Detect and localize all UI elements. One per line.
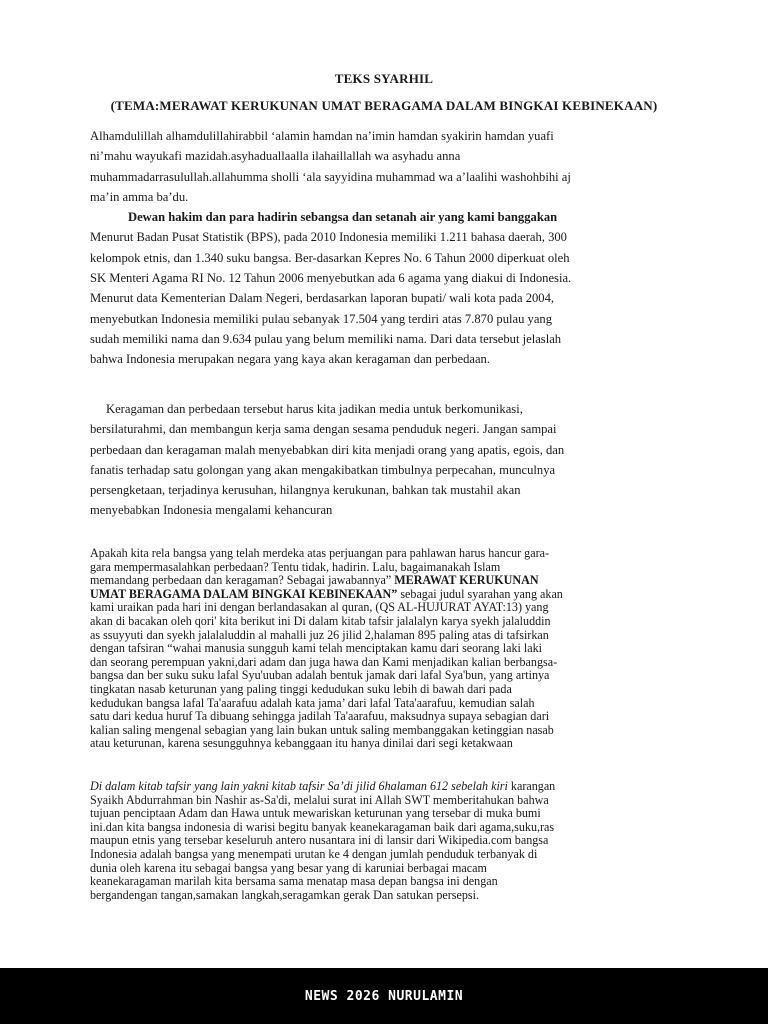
paragraph4-line: keanekaragaman marilah kita bersama sama menatap masa depan bangsa ini dengan	[90, 874, 498, 889]
paragraph1-line: sudah memiliki nama dan 9.634 pulau yang belum memiliki nama. Dari data tersebut jelaslah	[90, 331, 562, 346]
paragraph3-line: kami uraikan pada hari ini dengan berlandasakan al quran, (QS AL-HUJURAT AYAT:13) yang	[90, 600, 549, 615]
footer-label: NEWS 2026 NURULAMIN	[304, 988, 464, 1004]
paragraph2	[90, 399, 670, 521]
paragraph3	[90, 547, 680, 751]
opening-line: Alhamdulillah alhamdulillahirabbil ‘alamin hamdan na’imin hamdan syakirin hamdan yuafi	[90, 129, 554, 143]
paragraph3-text: sebagai judul syarahan yang akan	[397, 586, 563, 601]
document-title: TEKS SYARHIL	[334, 71, 434, 86]
paragraph3-line: kedudukan bangsa lafal Ta'aarafuu adalah kata jama’ dari lafal Tata'aarafuu, kemudian salah	[90, 695, 535, 710]
paragraph4-line: ini.dan kita bangsa indonesia di warisi begitu banyak keanekaragaman baik dari agama,suku,ras	[90, 819, 555, 834]
paragraph4-line: Indonesia adalah bangsa yang menempati urutan ke 4 dengan jumlah penduduk terbanyak di	[90, 846, 538, 861]
opening-section	[90, 126, 670, 370]
opening-line: muhammadarrasulullah.allahumma sholli ‘ala sayyidina muhammad wa a’laalihi washohbihi aj	[90, 169, 571, 184]
opening-line: ma’in amma ba’du.	[90, 189, 189, 204]
paragraph3-line: dan seorang perempuan yakni,dari adam dan juga hawa dan Kami menjadikan kalian berbangsa-	[90, 654, 558, 669]
paragraph3-line: gara mempermasalahkan perbedaan? Tentu tidak, hadirin. Lalu, bagaimanakah Islam	[90, 559, 501, 574]
salutation: Dewan hakim dan para hadirin sebangsa dan setanah air yang kami banggakan	[128, 210, 558, 225]
paragraph3-line: satu dari kedua huruf Ta dibuang sehingga jadilah Ta'aarafuu, maksudnya supaya sebagian dari	[90, 709, 550, 724]
paragraph1-line: Menurut data Kementerian Dalam Negeri, berdasarkan laporan bupati/ wali kota pada 2004,	[90, 291, 555, 306]
citation-italic: Di dalam kitab tafsir yang lain yakni kitab tafsir Sa’di jilid 6halaman 612 sebelah kiri	[90, 779, 508, 793]
paragraph3-line: kalian saling mengenal sebagian yang lain bukan untuk saling membanggakan ketinggian nasab	[90, 722, 554, 737]
paragraph4-line: tujuan penciptaan Adam dan Hawa untuk mewariskan keturunan yang tersebar di muka bumi	[90, 806, 541, 821]
paragraph3-line	[90, 574, 680, 588]
document-subtitle: (TEMA:MERAWAT KERUKUNAN UMAT BERAGAMA DALAM BINGKAI KEBINEKAAN)	[110, 98, 658, 113]
paragraph2-line: Keragaman dan perbedaan tersebut harus kita jadikan media untuk berkomunikasi,	[106, 402, 523, 416]
paragraph1-line: SK Menteri Agama RI No. 12 Tahun 2006 menyebutkan ada 6 agama yang diakui di Indonesia.	[90, 271, 572, 286]
footer-banner	[0, 968, 768, 1024]
paragraph4-text: karangan	[507, 779, 556, 793]
opening-line: ni’mahu wayukafi mazidah.asyhaduallaalla ilahaillallah wa asyhadu anna	[90, 149, 461, 164]
paragraph1-line: bahwa Indonesia merupakan negara yang kaya akan keragaman dan perbedaan.	[90, 352, 491, 367]
paragraph1-line: kelompok etnis, dan 1.340 suku bangsa. Ber-dasarkan Kepres No. 6 Tahun 2000 diperkuat oleh	[90, 250, 570, 265]
paragraph2-line: persengketaan, terjadinya kerusuhan, hilangnya kerukunan, bahkan tak mustahil akan	[90, 483, 521, 498]
paragraph3-line: as ssuyyuti dan syekh jalalaluddin al mahalli juz 26 jilid 2,halaman 895 paling atas di tafsirkan	[90, 627, 549, 642]
paragraph3-line: Apakah kita rela bangsa yang telah merdeka atas perjuangan para pahlawan harus hancur gara-	[90, 546, 550, 560]
paragraph3-line: tingkatan nasab keturunan yang paling tinggi kedudukan suku lebih di bawah dari pada	[90, 681, 512, 696]
paragraph4-line: dunia oleh karena itu sebagai bangsa yang besar yang di karuniai berbagai macam	[90, 860, 487, 875]
paragraph2-line: bersilaturahmi, dan membangun kerja sama dengan sesama penduduk negeri. Jangan sampai	[90, 422, 557, 437]
paragraph2-line: perbedaan dan keragaman malah menyebabkan diri kita menjadi orang yang apatis, egois, dan	[90, 442, 565, 457]
paragraph1-line: Menurut Badan Pusat Statistik (BPS), pada 2010 Indonesia memiliki 1.211 bahasa daerah, 300	[90, 230, 567, 245]
paragraph4-line	[90, 780, 680, 794]
paragraph2-line: menyebabkan Indonesia mengalami kehancuran	[90, 503, 333, 518]
paragraph2-line: fanatis terhadap satu golongan yang akan mengakibatkan timbulnya perpecahan, munculnya	[90, 462, 556, 477]
paragraph4-line: bergandengan tangan,samakan langkah,seragamkan gerak Dan satukan persepsi.	[90, 887, 479, 902]
paragraph3-text: memandang perbedaan dan keragaman? Sebagai jawabannya”	[90, 573, 395, 588]
paragraph4-line: Syaikh Abdurrahman bin Nashir as-Sa'di, melalui surat ini Allah SWT memberitahukan bahwa	[90, 792, 549, 807]
theme-emphasis: MERAWAT KERUKUNAN	[394, 573, 539, 588]
paragraph3-line	[90, 588, 680, 602]
paragraph4	[90, 780, 680, 902]
paragraph3-line: akan di bacakan oleh qori' kita berikut ini Di dalam kitab tafsir jalalalyn karya syekh jalaluddin	[90, 613, 551, 628]
paragraph1-line: menyebutkan Indonesia memiliki pulau sebanyak 17.504 yang terdiri atas 7.870 pulau yang	[90, 311, 553, 326]
paragraph4-line: maupun etnis yang tersebar keseluruh antero nusantara ini di lansir dari Wikipedia.com bangsa	[90, 833, 549, 848]
paragraph3-line: bangsa dan ber suku suku lafal Syu'uuban adalah bentuk jamak dari lafal Sya'bun, yang artinya	[90, 668, 550, 683]
paragraph3-line: dengan tafsiran “wahai manusia sungguh kami telah menciptakan kamu dari seorang laki laki	[90, 641, 543, 656]
theme-emphasis: UMAT BERAGAMA DALAM BINGKAI KEBINEKAAN”	[90, 586, 398, 601]
paragraph3-line: atau keturunan, karena sesungguhnya kebanggaan itu hanya dinilai dari segi ketakwaan	[90, 736, 513, 751]
